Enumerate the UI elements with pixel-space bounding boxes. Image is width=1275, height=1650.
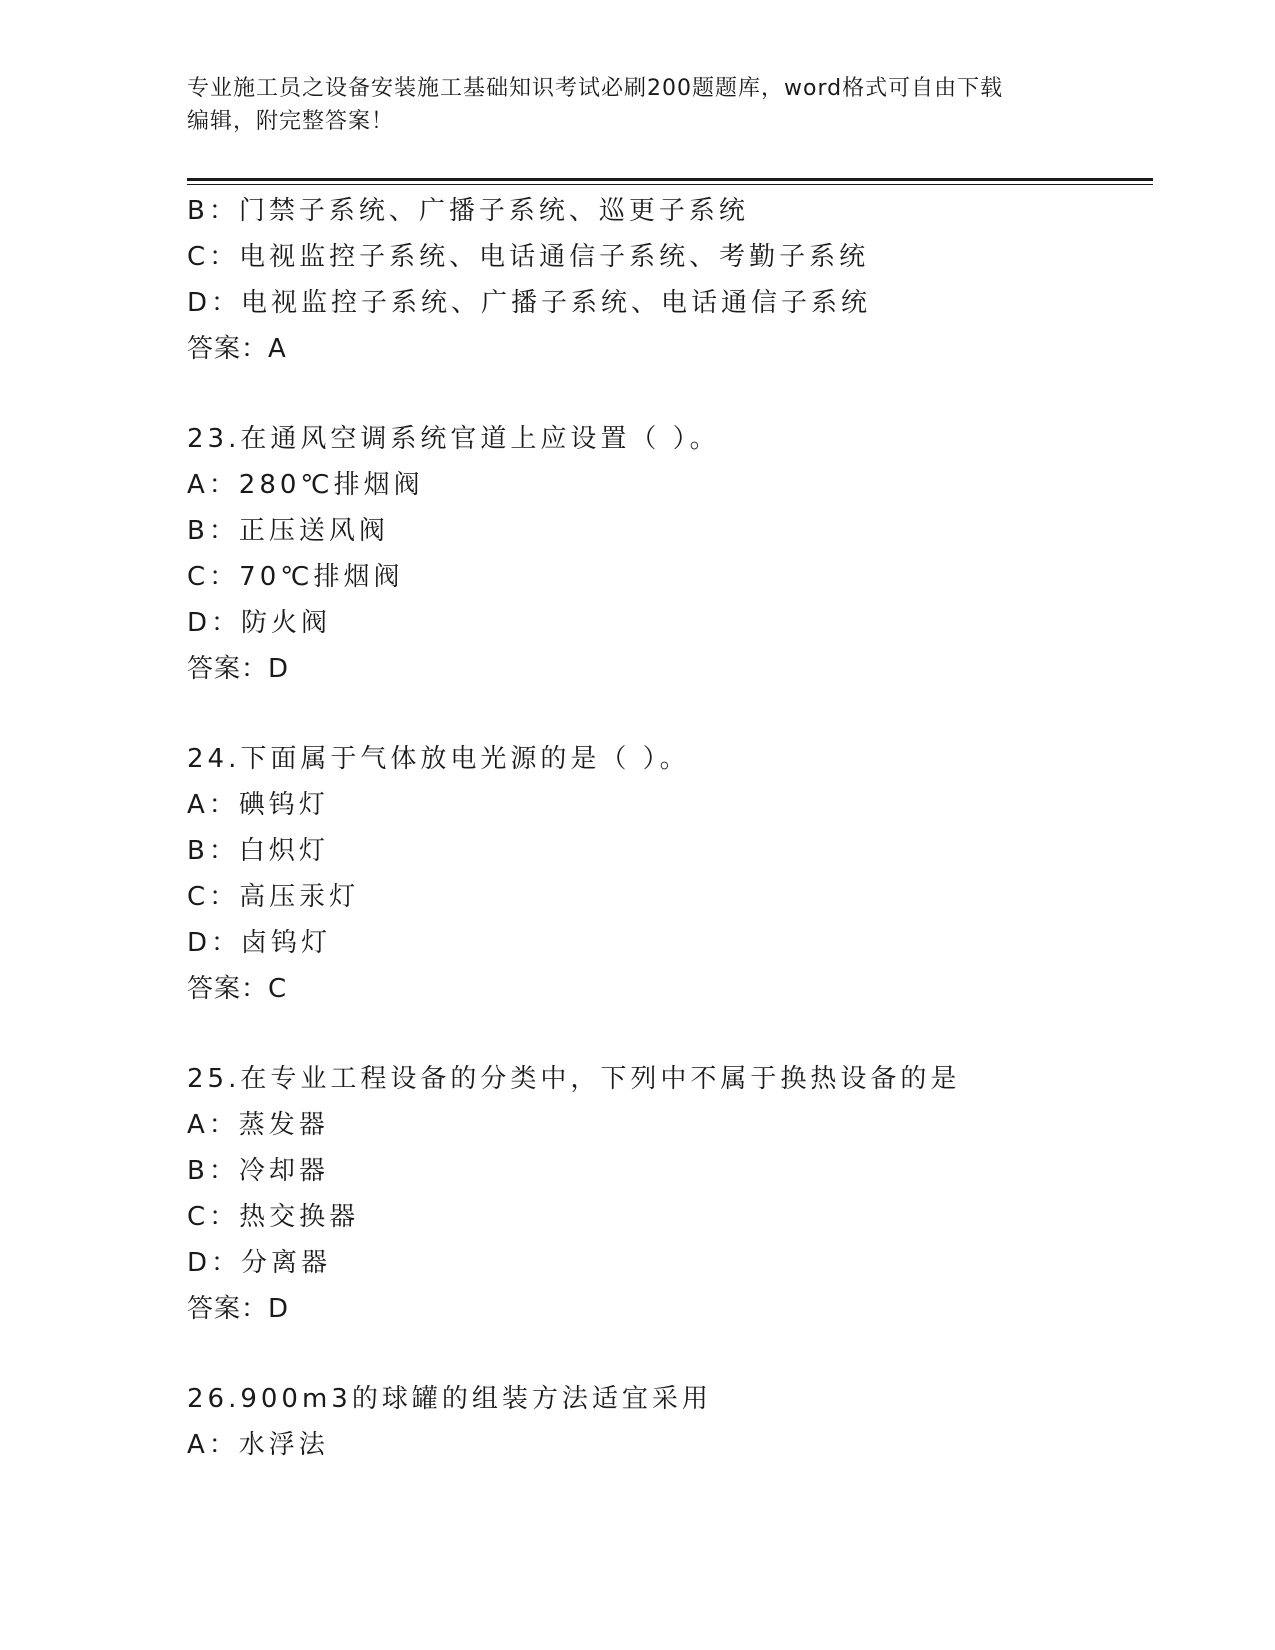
option-line: B：白炽灯 (187, 836, 329, 866)
answer-line: 答案：C (187, 974, 288, 1004)
header-divider-thick (187, 178, 1153, 181)
option-line: D：电视监控子系统、广播子系统、电话通信子系统 (187, 288, 872, 318)
option-line: A：280℃排烟阀 (187, 470, 424, 500)
option-line: A：蒸发器 (187, 1110, 329, 1140)
option-line: A：碘钨灯 (187, 790, 329, 820)
option-line: D：卤钨灯 (187, 928, 332, 958)
option-line: D：分离器 (187, 1248, 332, 1278)
header-title-line-1: 专业施工员之设备安装施工基础知识考试必刷200题题库，word格式可自由下载 (187, 76, 1004, 101)
option-line: B：冷却器 (187, 1156, 329, 1186)
option-line: C：70℃排烟阀 (187, 562, 404, 592)
header-title-line-2: 编辑，附完整答案！ (187, 109, 395, 134)
option-line: D：防火阀 (187, 608, 332, 638)
question-stem: 26.900m3的球罐的组装方法适宜采用 (187, 1384, 712, 1414)
option-line: B：门禁子系统、广播子系统、巡更子系统 (187, 196, 749, 226)
question-stem: 25.在专业工程设备的分类中，下列中不属于换热设备的是 (187, 1064, 961, 1094)
question-content (187, 188, 1153, 1468)
option-line: A：水浮法 (187, 1430, 329, 1460)
answer-line: 答案：D (187, 1294, 290, 1324)
header-divider-thin (187, 184, 1153, 185)
option-line: C：热交换器 (187, 1202, 360, 1232)
question-stem: 23.在通风空调系统官道上应设置（ ）。 (187, 424, 720, 454)
option-line: B：正压送风阀 (187, 516, 389, 546)
answer-line: 答案：A (187, 334, 287, 364)
answer-line: 答案：D (187, 654, 290, 684)
question-stem: 24.下面属于气体放电光源的是（ ）。 (187, 744, 690, 774)
document-header (187, 72, 1087, 138)
option-line: C：高压汞灯 (187, 882, 360, 912)
option-line: C：电视监控子系统、电话通信子系统、考勤子系统 (187, 242, 870, 272)
